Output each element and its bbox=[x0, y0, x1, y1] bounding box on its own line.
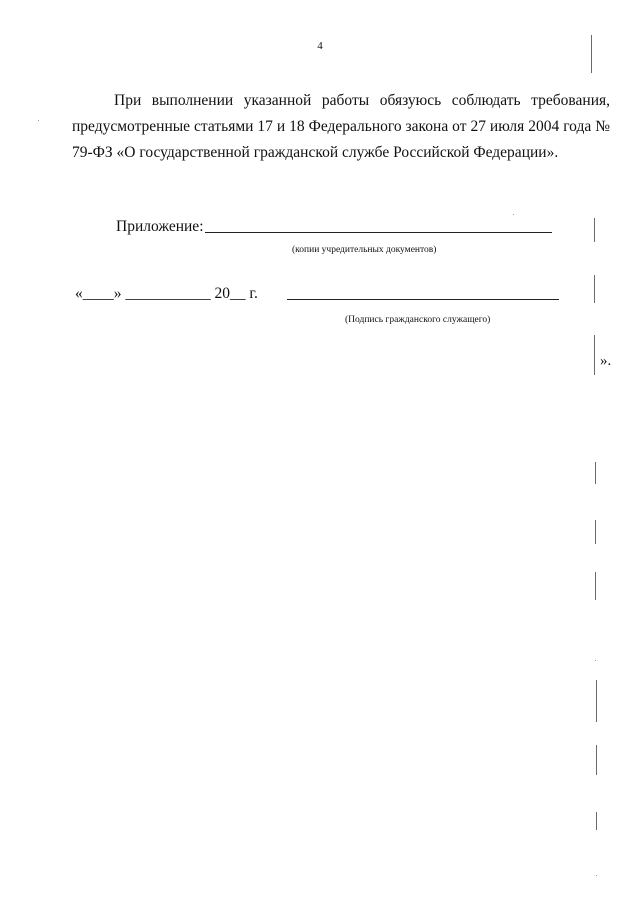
scan-artifact bbox=[596, 745, 597, 775]
paragraph-line: предусмотренные статьями 17 и 18 Федерального закона от 27 июля 2004 года № bbox=[72, 118, 610, 135]
scan-artifact bbox=[595, 462, 596, 484]
attachment-caption: (копии учредительных документов) bbox=[292, 245, 437, 255]
attachment-label: Приложение: bbox=[116, 218, 204, 235]
scan-artifact bbox=[595, 572, 596, 600]
scan-dot bbox=[38, 120, 39, 121]
paragraph-line: 79-ФЗ «О государственной гражданской службе Российской Федерации». bbox=[72, 144, 559, 161]
scan-artifact bbox=[596, 680, 597, 722]
scan-dot bbox=[595, 660, 596, 661]
signature-blank-line bbox=[287, 299, 559, 300]
scan-dot bbox=[596, 875, 597, 876]
scan-artifact bbox=[594, 275, 595, 303]
scan-artifact bbox=[595, 520, 596, 544]
attachment-blank-line bbox=[205, 232, 552, 233]
page-number: 4 bbox=[317, 40, 323, 52]
obligation-paragraph bbox=[72, 88, 610, 166]
date-field: «____» ___________ 20__ г. bbox=[75, 285, 258, 302]
scan-artifact bbox=[594, 218, 595, 242]
scan-artifact bbox=[591, 35, 592, 73]
scan-dot bbox=[513, 214, 514, 215]
margin-stray-text: ». bbox=[600, 353, 612, 369]
scan-artifact bbox=[594, 335, 595, 375]
signature-caption: (Подпись гражданского служащего) bbox=[345, 315, 491, 325]
paragraph-line: При выполнении указанной работы обязуюсь соблюдать требования, bbox=[114, 92, 610, 109]
scan-artifact bbox=[596, 812, 597, 830]
